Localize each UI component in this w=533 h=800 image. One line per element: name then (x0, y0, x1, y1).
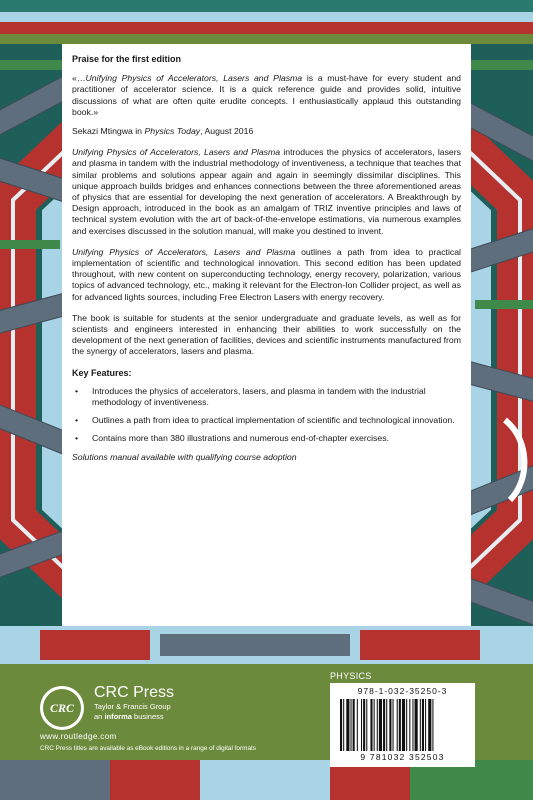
key-feature-item: • Contains more than 380 illustrations and numerous end-of-chapter exercises. (72, 433, 461, 444)
barcode-bar (399, 699, 401, 751)
barcode-bar (363, 699, 365, 751)
barcode-bar (402, 699, 405, 751)
key-feature-item: • Introduces the physics of accelerators, lasers, and plasma in tandem with the industrial methodology of inventiveness. (72, 386, 461, 408)
barcode-bar (425, 699, 426, 751)
barcode-bar (415, 699, 418, 751)
isbn-text: 978-1-032-35250-3 (357, 686, 448, 696)
praise-heading: Praise for the first edition (72, 54, 182, 64)
barcode-bar (432, 699, 433, 751)
attribution-publication: Physics Today (144, 126, 201, 137)
barcode-bar (370, 699, 372, 751)
book-title-inline: Unifying Physics of Accelerators, Lasers and Plasma (72, 147, 281, 158)
barcode-bar (428, 699, 431, 751)
publisher-website[interactable]: www.routledge.com (40, 732, 117, 741)
barcode-bar (353, 699, 355, 751)
barcode-bar (397, 699, 398, 751)
subject-category: PHYSICS (330, 671, 372, 681)
description-paragraph-2 (72, 247, 461, 303)
barcode-bar (379, 699, 382, 751)
publisher-business: an informa business (94, 712, 164, 721)
barcode-bar (340, 699, 342, 751)
isbn-barcode-box (330, 683, 475, 767)
barcode-bar (406, 699, 407, 751)
description-paragraph-1 (72, 147, 461, 237)
barcode-bar (343, 699, 344, 751)
barcode-bar (412, 699, 413, 751)
book-title-inline: Unifying Physics of Accelerators, Lasers and Plasma (72, 246, 296, 257)
paragraph-1-text: introduces the physics of accelerators, lasers and plasma in tandem with the industrial methodology of inventiveness, a technique that teaches that similar problems and solutions appear again and again in seemingly dissimilar disciplines. This unique approach builds bridges and enhances connections between the three aforementioned areas of physics that are essential for developing the next generation of accelerators. A Breakthrough by Design approach, introduced in the book as an amalgam of TRIZ inventive principles and laws of technical system evolution with the art of back-of-the-envelope estimations, via numerous examples and exercises discussed in the solution manual, will make you destined to invent. (72, 147, 461, 236)
publisher-info (94, 684, 174, 722)
barcode-bar (351, 699, 352, 751)
crc-logo-text: CRC (43, 689, 81, 727)
barcode-bar (409, 699, 410, 751)
key-features-heading: Key Features: (72, 367, 132, 378)
publisher-group: Taylor & Francis Group (94, 702, 171, 711)
quote-body: is a must-have for every student and practitioner of accelerator science. It is a quick reference guide and provides solid, intuitive discussions of what are often quite erudite concepts. I enthusiastically applaud this outstanding book.» (72, 73, 461, 117)
barcode-icon (336, 699, 469, 751)
praise-quote (72, 73, 461, 118)
solutions-manual-note: Solutions manual available with qualifying course adoption (72, 451, 297, 462)
key-feature-item: • Outlines a path from idea to practical implementation of scientific and technological innovation. (72, 415, 461, 426)
praise-attribution (72, 126, 461, 137)
barcode-bar (383, 699, 385, 751)
barcode-bar (366, 699, 367, 751)
crc-logo-icon (40, 686, 84, 730)
barcode-bar (393, 699, 394, 751)
barcode-bar (346, 699, 349, 751)
barcode-bar (377, 699, 378, 751)
barcode-bar (389, 699, 391, 751)
quote-open: «… (72, 73, 86, 84)
ebook-note: CRC Press titles are available as eBook editions in a range of digital formats (40, 745, 256, 752)
back-cover-text-panel (62, 44, 471, 626)
isbn-digits: 9 781032 352503 (360, 752, 445, 762)
barcode-bar (422, 699, 424, 751)
description-paragraph-3: The book is suitable for students at the senior undergraduate and graduate levels, as well as for scientists and engineers interested in enhancing their abilities to work successfully on the development of the next generation of facilities, devices and scientific instruments manufactured from the synergy of accelerators, lasers and plasma. (72, 312, 461, 357)
barcode-bar (374, 699, 375, 751)
attribution-name: Sekazi Mtingwa in (72, 126, 145, 137)
quote-book-title: Unifying Physics of Accelerators, Lasers and Plasma (85, 73, 303, 84)
attribution-date: , August 2016 (200, 126, 254, 137)
publisher-name: CRC Press (94, 684, 175, 701)
barcode-bar (420, 699, 421, 751)
key-features-list (72, 386, 461, 445)
barcode-bar (361, 699, 362, 751)
barcode-bar (357, 699, 358, 751)
paragraph-2-text: outlines a path from idea to practical implementation of scientific and technological innovation. This second edition has been updated throughout, with new content on superconducting technology, energy recovery, polarization, various topics of advanced technology, etc., making it relevant for the Electron-Ion Collider project, as well as for advanced lights sources, including Free Electron Lasers with energy recovery. (72, 246, 461, 302)
barcode-bar (386, 699, 387, 751)
